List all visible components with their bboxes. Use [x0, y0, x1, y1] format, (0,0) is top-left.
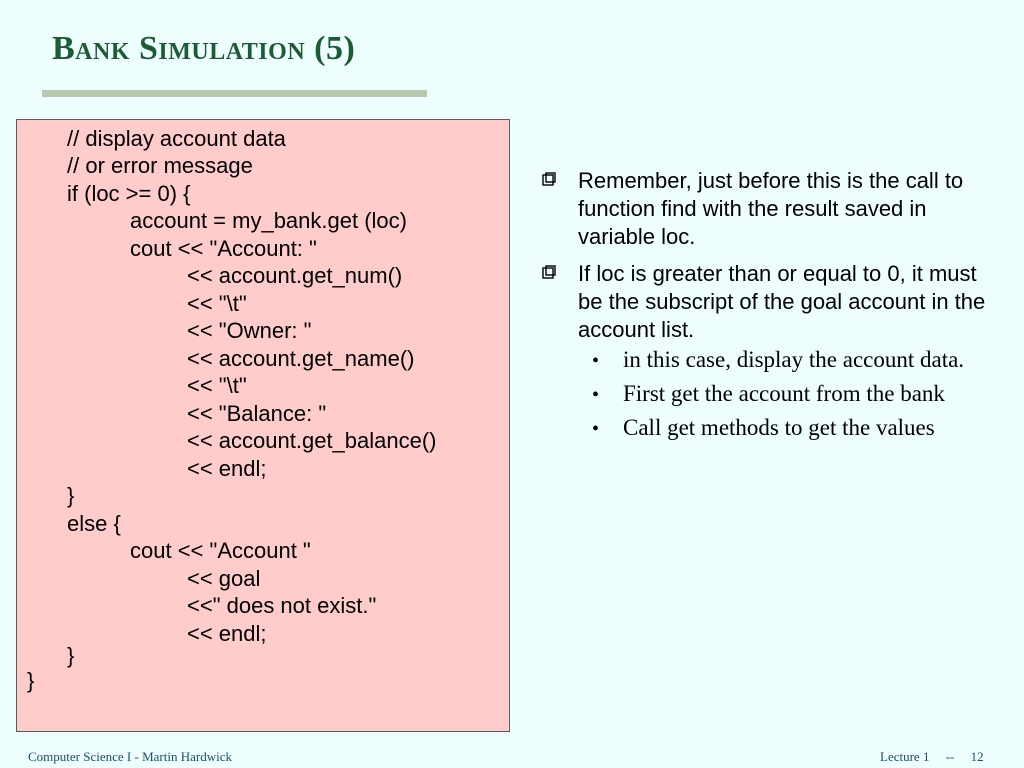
- sub-bullet-item: [578, 380, 990, 408]
- footer-course: Computer Science I - Martin Hardwick: [28, 749, 232, 764]
- square-bullet-icon: [542, 172, 556, 186]
- code-line: // or error message: [67, 153, 253, 178]
- code-line: << endl;: [187, 621, 267, 646]
- code-line: << account.get_balance(): [187, 428, 437, 453]
- code-box: [16, 119, 510, 732]
- code-line: cout << "Account: ": [130, 236, 317, 261]
- slide-title: Bank Simulation (5): [52, 30, 356, 67]
- bullet-item: [540, 167, 990, 251]
- code-line: }: [27, 668, 35, 693]
- sub-bullet-item: [578, 346, 990, 374]
- sub-bullet-text: in this case, display the account data.: [623, 347, 965, 372]
- bullet-text: If loc is greater than or equal to 0, it must be the subscript of the goal account in the account list.: [578, 261, 986, 342]
- sub-bullet-text: First get the account from the bank: [623, 381, 945, 406]
- code-line: <<" does not exist.": [187, 593, 377, 618]
- code-line: << endl;: [187, 456, 267, 481]
- code-line: cout << "Account ": [130, 538, 311, 563]
- bullet-item: [540, 260, 990, 442]
- code-line: account = my_bank.get (loc): [130, 208, 407, 233]
- sub-bullet-item: [578, 414, 990, 442]
- dot-bullet-icon: •: [592, 350, 600, 372]
- code-line: // display account data: [67, 126, 286, 151]
- sub-bullet-text: Call get methods to get the values: [623, 415, 935, 440]
- code-line: << "Owner: ": [187, 318, 312, 343]
- code-line: << "Balance: ": [187, 401, 327, 426]
- sub-bullet-list: [578, 346, 990, 442]
- code-line: }: [67, 643, 75, 668]
- code-line: if (loc >= 0) {: [67, 181, 191, 206]
- code-line: << goal: [187, 566, 261, 591]
- code-line: << "\t": [187, 291, 247, 316]
- title-underline: [42, 90, 427, 97]
- bullet-text: Remember, just before this is the call to function find with the result saved in variable loc.: [578, 168, 964, 249]
- square-bullet-icon: [542, 265, 556, 279]
- dot-bullet-icon: •: [592, 384, 600, 406]
- code-line: << "\t": [187, 373, 247, 398]
- code-line: }: [67, 483, 75, 508]
- code-line: else {: [67, 511, 121, 536]
- bullet-list: [540, 167, 990, 451]
- code-line: << account.get_name(): [187, 346, 415, 371]
- code-line: << account.get_num(): [187, 263, 403, 288]
- dot-bullet-icon: •: [592, 418, 600, 440]
- footer-page-info: Lecture 1 -- 12: [880, 749, 984, 764]
